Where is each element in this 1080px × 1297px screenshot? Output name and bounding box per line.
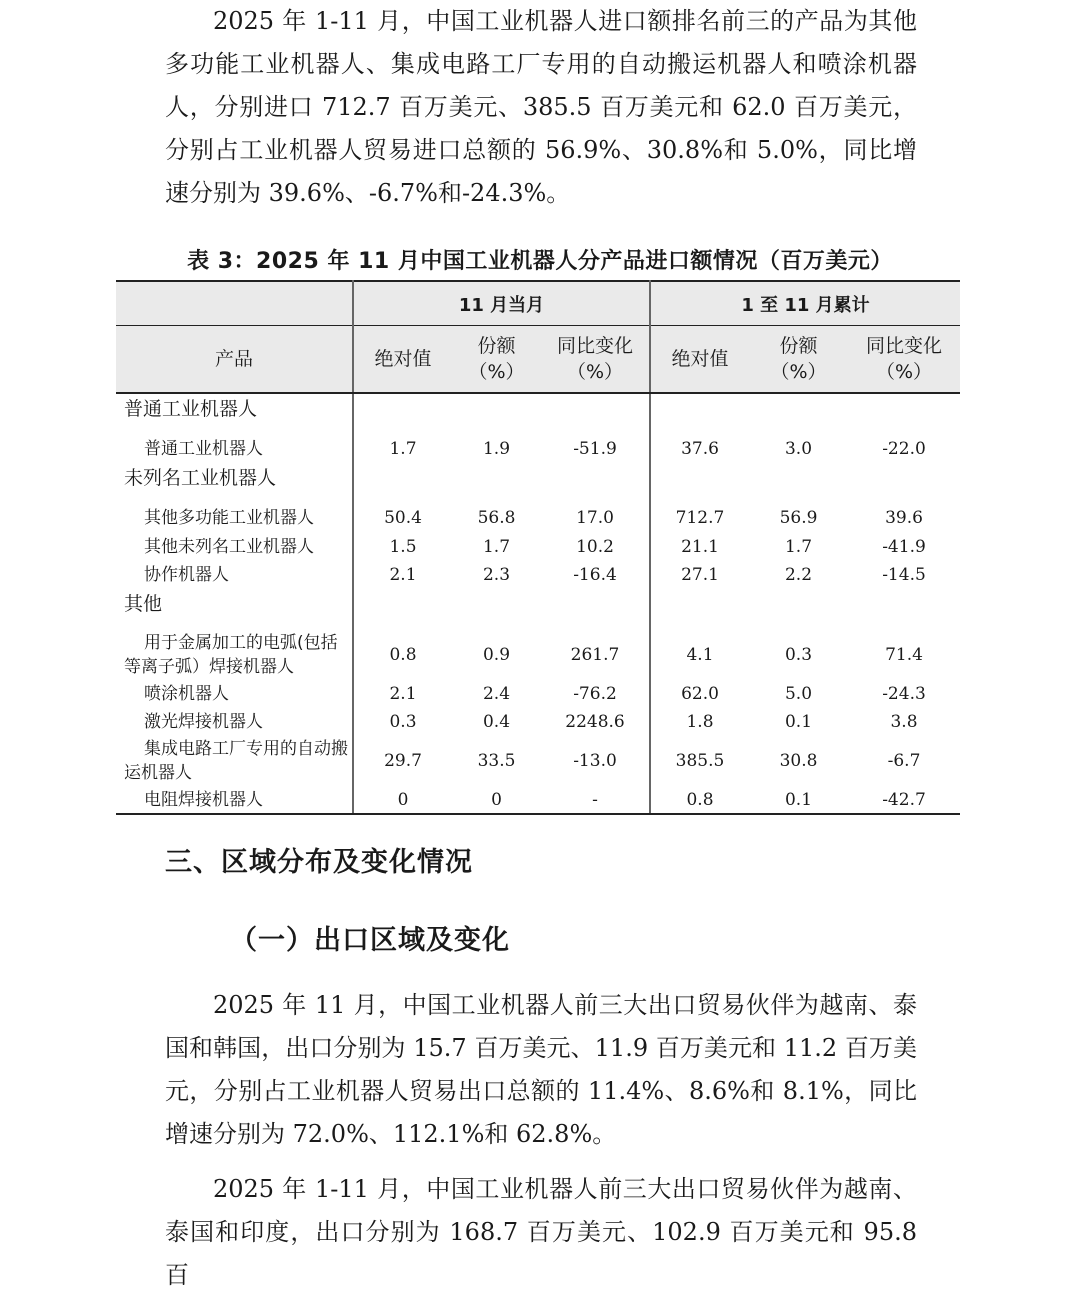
header-blank xyxy=(116,281,353,326)
header-nov-yoy: 同比变化 （%） xyxy=(541,326,650,394)
cell-ytd-abs: 385.5 xyxy=(675,751,725,771)
cell-ytd-abs: 1.8 xyxy=(686,712,714,732)
product-name: 喷涂机器人 xyxy=(116,680,353,708)
category-label: 其他 xyxy=(116,589,353,629)
cell-ytd-share: 2.2 xyxy=(784,565,813,585)
cell-nov-yoy: 261.7 xyxy=(541,629,650,680)
cell-nov-abs: 29.7 xyxy=(384,751,422,771)
cell-nov-share: 1.9 xyxy=(482,438,511,459)
cell-nov-abs: 1.5 xyxy=(389,537,417,557)
cell-ytd-yoy: -42.7 xyxy=(848,786,960,814)
cell-nov-yoy: -16.4 xyxy=(541,561,650,589)
cell-nov-abs: 0.3 xyxy=(389,712,417,732)
category-label: 普通工业机器人 xyxy=(116,393,353,434)
cell-ytd-yoy: 71.4 xyxy=(885,644,923,665)
cell-nov-share: 56.8 xyxy=(477,508,516,528)
cell-nov-share: 0.4 xyxy=(482,712,511,732)
header-ytd-share: 份额 （%） xyxy=(749,326,848,394)
cell-ytd-abs: 21.1 xyxy=(681,537,719,557)
cell-ytd-share: 0.1 xyxy=(749,786,848,814)
cell-nov-share: 0 xyxy=(452,786,541,814)
group-header-ytd: 1 至 11 月累计 xyxy=(650,281,960,326)
product-name: 用于金属加工的电弧(包括等离子弧）焊接机器人 xyxy=(116,629,353,680)
cell-nov-share: 1.7 xyxy=(482,537,511,557)
category-label: 未列名工业机器人 xyxy=(116,463,353,503)
category-row xyxy=(116,393,960,434)
cell-ytd-share: 30.8 xyxy=(779,751,818,771)
table-row xyxy=(116,736,960,786)
cell-ytd-yoy: 39.6 xyxy=(885,508,923,528)
category-row xyxy=(116,463,960,503)
cell-nov-yoy: -51.9 xyxy=(541,434,650,463)
cell-nov-abs: 0 xyxy=(353,786,452,814)
header-product: 产品 xyxy=(116,326,353,394)
cell-nov-abs: 50.4 xyxy=(384,508,422,528)
product-name: 集成电路工厂专用的自动搬运机器人 xyxy=(116,736,353,786)
table-title: 表 3：2025 年 11 月中国工业机器人分产品进口额情况（百万美元） xyxy=(187,249,893,274)
cell-ytd-abs: 27.1 xyxy=(681,565,719,585)
subsection-heading: （一）出口区域及变化 xyxy=(230,925,510,956)
cell-nov-share: 33.5 xyxy=(477,751,516,771)
table-row xyxy=(116,533,960,561)
paragraph-export-ytd: 2025 年 1-11 月，中国工业机器人前三大出口贸易伙伴为越南、泰国和印度，出口分别为 168.7 百万美元、102.9 百万美元和 95.8 百 xyxy=(165,1175,917,1289)
cell-ytd-abs: 4.1 xyxy=(686,644,714,665)
header-nov-share: 份额 （%） xyxy=(452,326,541,394)
product-name: 普通工业机器人 xyxy=(116,434,353,463)
product-name: 其他未列名工业机器人 xyxy=(116,533,353,561)
cell-ytd-yoy: -6.7 xyxy=(887,751,921,771)
paragraph-export-november: 2025 年 11 月，中国工业机器人前三大出口贸易伙伴为越南、泰国和韩国，出口分别为 15.7 百万美元、11.9 百万美元和 11.2 百万美元，分别占工业机器人贸易出口总额的 11.4%、8.6%和 8.1%，同比增速分别为 72.0%、112.1%和 62.8%。 xyxy=(165,991,917,1148)
cell-nov-share: 2.4 xyxy=(482,684,511,704)
cell-ytd-share: 0.3 xyxy=(784,644,813,665)
cell-nov-share: 0.9 xyxy=(482,644,511,665)
cell-ytd-abs: 62.0 xyxy=(681,684,719,704)
table-row xyxy=(116,503,960,533)
cell-nov-yoy: -13.0 xyxy=(541,736,650,786)
cell-ytd-yoy: 3.8 xyxy=(890,712,918,732)
cell-ytd-yoy: -41.9 xyxy=(882,537,926,557)
cell-ytd-abs: 37.6 xyxy=(681,438,719,459)
cell-nov-abs: 2.1 xyxy=(389,565,417,585)
header-ytd-abs: 绝对值 xyxy=(650,326,749,394)
cell-nov-abs: 0.8 xyxy=(389,644,417,665)
cell-ytd-yoy: -22.0 xyxy=(882,438,926,459)
cell-ytd-abs: 712.7 xyxy=(675,508,725,528)
header-nov-abs: 绝对值 xyxy=(353,326,452,394)
table-row xyxy=(116,561,960,589)
group-header-november: 11 月当月 xyxy=(353,281,650,326)
cell-nov-yoy: 17.0 xyxy=(541,503,650,533)
cell-nov-yoy: 2248.6 xyxy=(541,708,650,736)
cell-ytd-share: 5.0 xyxy=(784,684,813,704)
cell-nov-abs: 1.7 xyxy=(389,438,417,459)
table-row xyxy=(116,680,960,708)
table-row xyxy=(116,708,960,736)
cell-nov-yoy: - xyxy=(541,786,650,814)
cell-nov-share: 2.3 xyxy=(482,565,511,585)
product-name: 激光焊接机器人 xyxy=(116,708,353,736)
product-name: 电阻焊接机器人 xyxy=(116,786,353,814)
cell-nov-yoy: 10.2 xyxy=(541,533,650,561)
table-row xyxy=(116,629,960,680)
cell-ytd-share: 0.1 xyxy=(784,712,813,732)
section-heading: 三、区域分布及变化情况 xyxy=(165,847,473,878)
cell-nov-abs: 2.1 xyxy=(389,684,417,704)
category-row xyxy=(116,589,960,629)
cell-nov-yoy: -76.2 xyxy=(541,680,650,708)
header-ytd-yoy: 同比变化 （%） xyxy=(848,326,960,394)
table-row xyxy=(116,434,960,463)
cell-ytd-share: 1.7 xyxy=(784,537,813,557)
product-name: 协作机器人 xyxy=(116,561,353,589)
paragraph-import-ytd: 2025 年 1-11 月，中国工业机器人进口额排名前三的产品为其他多功能工业机器人、集成电路工厂专用的自动搬运机器人和喷涂机器人，分别进口 712.7 百万美元、385.5 百万美元和 62.0 百万美元，分别占工业机器人贸易进口总额的 56.9%、30.8%和 5.0%，同比增速分别为 39.6%、-6.7%和-24.3%。 xyxy=(165,7,917,207)
import-by-product-table xyxy=(116,280,960,815)
cell-ytd-abs: 0.8 xyxy=(650,786,749,814)
product-name: 其他多功能工业机器人 xyxy=(116,503,353,533)
cell-ytd-share: 3.0 xyxy=(784,438,813,459)
table-row xyxy=(116,786,960,814)
cell-ytd-share: 56.9 xyxy=(779,508,818,528)
cell-ytd-yoy: -14.5 xyxy=(882,565,926,585)
cell-ytd-yoy: -24.3 xyxy=(882,684,926,704)
